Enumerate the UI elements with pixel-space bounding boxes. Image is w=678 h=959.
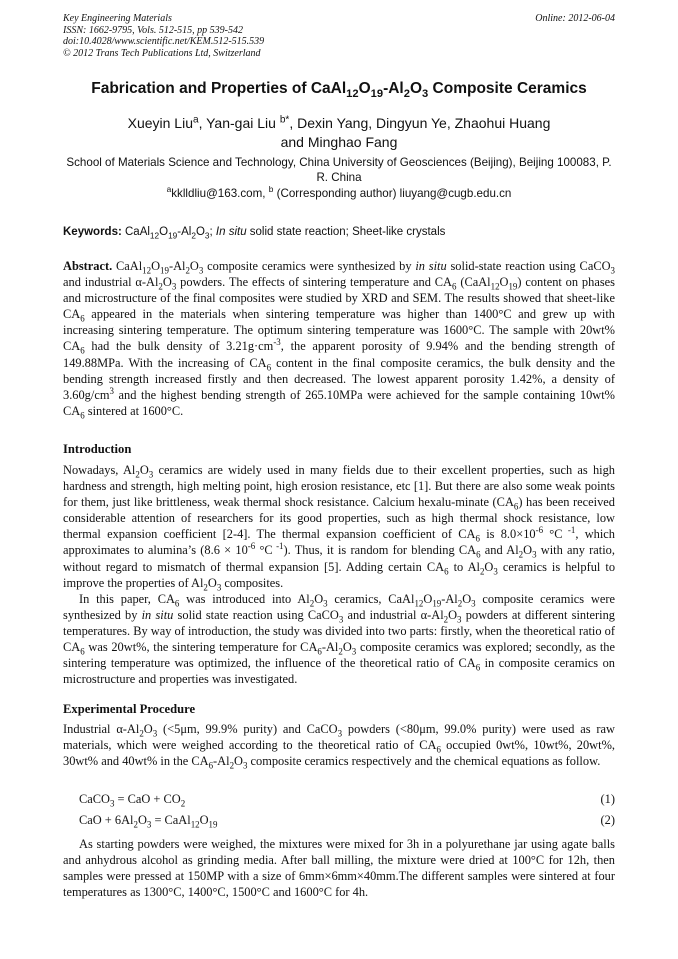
introduction-body	[63, 462, 615, 687]
author-emails: $^a$kklldliu@163.com, $^b$ (Corresponding author) liuyang@cugb.edu.cn	[166, 184, 512, 200]
equation-2-number: (2)	[600, 813, 615, 827]
equation-1: CaCO$_3$ = CaO + $CO_2$ (1)	[79, 792, 615, 809]
experimental-heading: Experimental Procedure	[63, 702, 196, 716]
introduction-heading: Introduction	[63, 442, 132, 456]
intro-paragraph-1: Nowadays, $Al_2O_3$ ceramics are widely used in many fields due to their excellent properties, such as high hardness and strength, high melting point, high erosion resistance, etc [1]. But there are also some weak points for them, just like brittleness, weak thermal shock resistance. Calcium hexalu-minate $(CA_6)$ has been received considerable attention of researchers for its good properties, such as high thermal shock resistance, low thermal expansion coefficient [2-4]. The thermal expansion coefficient of $CA_6$ is $8.0\times 10^{-6}$ °C $^{-1}$, which approximates to alumina’s ($8.6 \times 10^{-6}$ °C $^{-1}$). Thus, it is random for blending $CA_6$ and $Al_2O_3$ with any ratio, without regard to mismatch of thermal expansion [5]. Adding certain $CA_6$ to $Al_2O_3$ ceramics is helpful to improve the properties of $Al_2O_3$ composites.	[63, 463, 616, 593]
equation-2: CaO + $6Al_2O_3$ = $CaAl_{12}O_{19}$ (2)	[79, 813, 615, 830]
online-date: Online: 2012-06-04	[535, 13, 615, 24]
experimental-paragraph-1: Industrial $\alpha-Al_2O_3$ (<5μm, 99.9% purity) and CaCO$_3$ powders (<80μm, 99.0% purity) were used as raw materials, which were weighed according to the theoretical ratio of $CA_6$ occupied 0wt%, 10wt%, 20wt%, 30wt% and 40wt% in the $CA_6-Al_2O_3$ composite ceramics respectively and the chemical equations as follow.	[63, 722, 615, 771]
doi-line: doi:10.4028/www.scientific.net/KEM.512-515.539	[63, 36, 265, 47]
equation-1-number: (1)	[600, 792, 615, 806]
experimental-paragraph-2: As starting powders were weighed, the mixtures were mixed for 3h in a polyurethane jar using agate balls and anhydrous alcohol as grinding media. After ball milling, the mixture were dried at 100°C for 12h, then samples were pressed at 150MP with a size of 6mm×6mm×40mm.The different samples were sintered at four temperatures as 1300°C, 1400°C, 1500°C and 1600°C for 4h.	[63, 837, 615, 900]
journal-name: Key Engineering Materials	[63, 13, 172, 24]
abstract: Abstract. $CaAl_{12}O_{19}-Al_2O_3$ composite ceramics were synthesized by in situ solid-state reaction using CaCO$_3$ and industrial $\alpha-Al_2O_3$ powders. The effects of sintering temperature and $CA_6$ $(CaAl_{12}O_{19})$ content on phases and microstructure of the final composites were studied by XRD and SEM. The results showed that sheet-like $CA_6$ appeared in the materials when sintering temperature was higher than 1400°C and grew up with increasing sintering temperature. The optimum sintering temperature was 1600°C. The sample with 20wt% $CA_6$ had the bulk density of $3.21g\cdot cm^{-3}$, the apparent porosity of 9.94% and the bending strength of 149.88MPa. With the increasing of $CA_6$ content in the final composite ceramics, the bulk density and the bending strength increased firstly and then decreased. The lowest apparent porosity 1.42%, a density of $3.60g/cm^3$ and the highest bending strength of 265.10MPa were achieved for the sample containing 10wt% $CA_6$ sintered at 1600°C.	[63, 259, 615, 421]
copyright-line: © 2012 Trans Tech Publications Ltd, Switzerland	[63, 47, 261, 59]
journal-header	[63, 13, 615, 59]
issn-line: ISSN: 1662-9795, Vols. 512-515, pp 539-542	[63, 24, 243, 36]
keywords: Keywords: $CaAl_{12}O_{19}-Al_2O_3$; In situ solid state reaction; Sheet-like crystals	[63, 226, 446, 241]
paper-title: Fabrication and Properties of $CaAl_{12}O_{19}-Al_2O_3$ Composite Ceramics	[91, 80, 587, 101]
affiliation: School of Materials Science and Technology, China University of Geosciences (Beijing), Beijing 100083, P. R. China	[66, 156, 612, 184]
intro-paragraph-2: In this paper, $CA_6$ was introduced into $Al_2O_3$ ceramics, $CaAl_{12}O_{19}-Al_2O_3$ composite ceramics were synthesized by in situ solid state reaction using CaCO$_3$ and industrial $\alpha-Al_2O_3$ powders at different sintering temperatures. By way of introduction, the study was divided into two parts: firstly, when the theoretical ratio of $CA_6$ was 20wt%, the sintering temperature for $CA_6-Al_2O_3$ composite ceramics was explored; secondly, as the sintering temperature was optimized, the influence of the theoretical ratio of $CA_6$ in composite ceramics on microstructure and properties was investigated.	[63, 591, 616, 687]
author-list: Xueyin Liu$^a$, Yan-gai Liu $^{b*}$, Dexin Yang, Dingyun Ye, Zhaohui Huang and Minghao Fang	[127, 114, 551, 150]
